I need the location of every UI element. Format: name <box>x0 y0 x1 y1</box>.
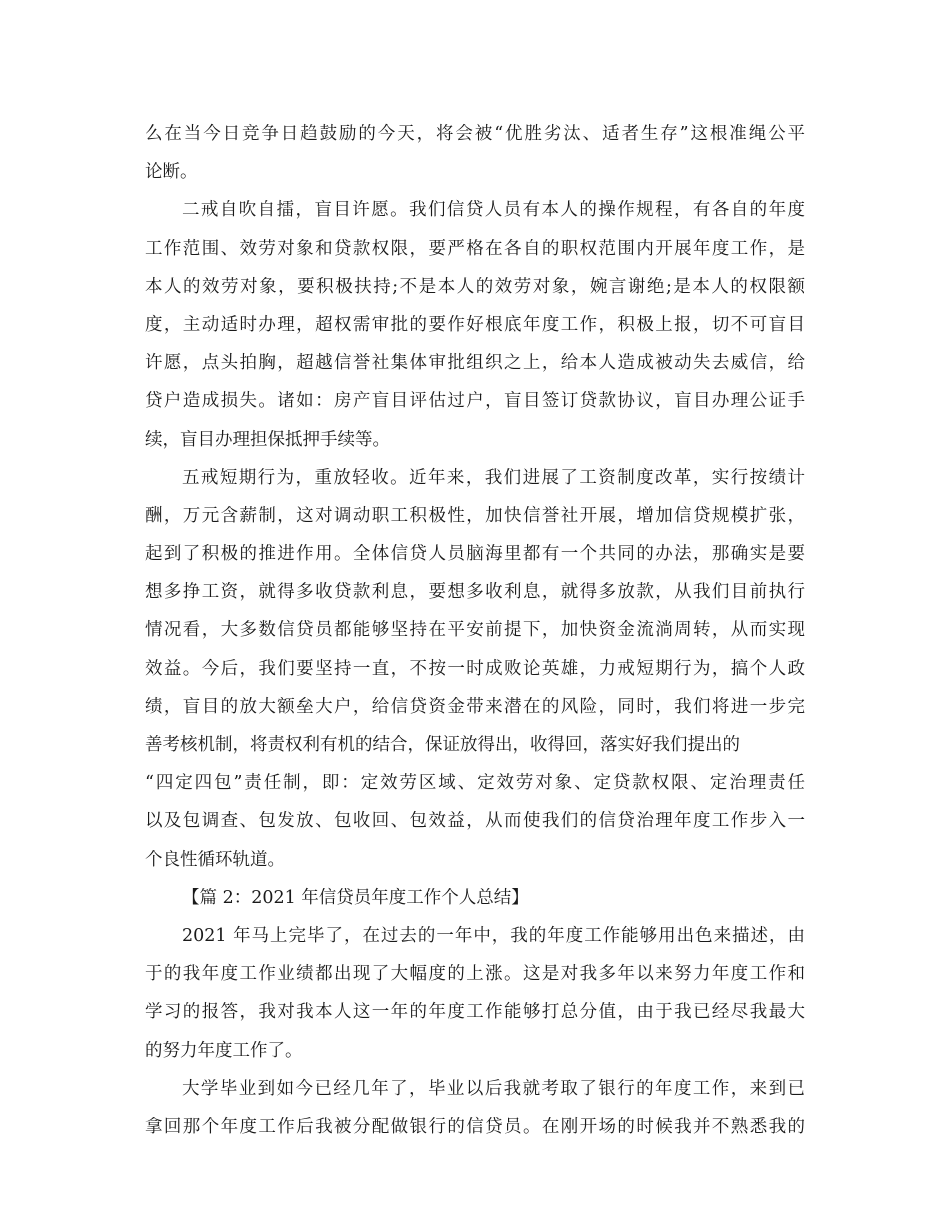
text-line: 工作范围、效劳对象和贷款权限，要严格在各自的职权范围内开展年度工作，是 <box>145 238 805 259</box>
text-line: 么在当今日竞争日趋鼓励的今天，将会被“优胜劣汰、适者生存”这根准绳公平 <box>145 124 805 144</box>
text-line: “四定四包”责任制，即：定效劳区域、定效劳对象、定贷款权限、定治理责任 <box>145 773 805 794</box>
text-line: 续，盲目办理担保抵押手续等。 <box>145 429 390 450</box>
paragraph-first-line: 大学毕业到如今已经几年了，毕业以后我就考取了银行的年度工作，来到已 <box>182 1078 805 1099</box>
text-line: 论断。 <box>145 162 198 183</box>
text-line: 酬，万元含薪制，这对调动职工积极性，加快信誉社开展，增加信贷规模扩张， <box>145 505 805 526</box>
text-line: 情况看，大多数信贷员都能够坚持在平安前提下，加快资金流淌周转，从而实现 <box>145 620 805 641</box>
text-line: 学习的报答，我对我本人这一年的年度工作能够打总分值，由于我已经尽我最大 <box>145 1002 805 1023</box>
paragraph-first-line: 2021 年马上完毕了，在过去的一年中，我的年度工作能够用出色来描述，由 <box>182 925 805 946</box>
text-line: 想多挣工资，就得多收贷款利息，要想多收利息，就得多放款，从我们目前执行 <box>145 582 805 603</box>
text-line: 本人的效劳对象，要积极扶持;不是本人的效劳对象，婉言谢绝;是本人的权限额 <box>145 276 805 297</box>
text-line: 度，主动适时办理，超权需审批的要作好根底年度工作，积极上报，切不可盲目 <box>145 314 805 335</box>
document-body <box>145 115 805 1146</box>
text-line: 绩，盲目的放大额垒大户，给信贷资金带来潜在的风险，同时，我们将进一步完 <box>145 696 805 717</box>
text-line: 个良性循环轨道。 <box>145 849 285 870</box>
text-line: 许愿，点头拍胸，超越信誉社集体审批组织之上，给本人造成被动失去威信，给 <box>145 353 805 374</box>
text-line: 以及包调查、包发放、包收回、包效益，从而使我们的信贷治理年度工作步入一 <box>145 811 805 832</box>
text-line: 善考核机制，将责权利有机的结合，保证放得出，收得回，落实好我们提出的 <box>145 735 740 755</box>
text-line: 效益。今后，我们要坚持一直，不按一时成败论英雄，力戒短期行为，搞个人政 <box>145 658 805 679</box>
text-line: 的努力年度工作了。 <box>145 1040 303 1061</box>
text-line: 拿回那个年度工作后我被分配做银行的信贷员。在刚开场的时候我并不熟悉我的 <box>145 1116 805 1137</box>
paragraph-first-line: 五戒短期行为，重放轻收。近年来，我们进展了工资制度改革，实行按绩计 <box>182 467 805 488</box>
text-line: 贷户造成损失。诸如：房产盲目评估过户，盲目签订贷款协议，盲目办理公证手 <box>145 391 805 412</box>
section-heading: 【篇 2：2021 年信贷员年度工作个人总结】 <box>182 887 529 908</box>
text-line: 起到了积极的推进作用。全体信贷人员脑海里都有一个共同的办法，那确实是要 <box>145 544 805 565</box>
text-line: 于的我年度工作业绩都出现了大幅度的上涨。这是对我多年以来努力年度工作和 <box>145 964 805 985</box>
paragraph-first-line: 二戒自吹自擂，盲目许愿。我们信贷人员有本人的操作规程，有各自的年度 <box>182 200 805 221</box>
